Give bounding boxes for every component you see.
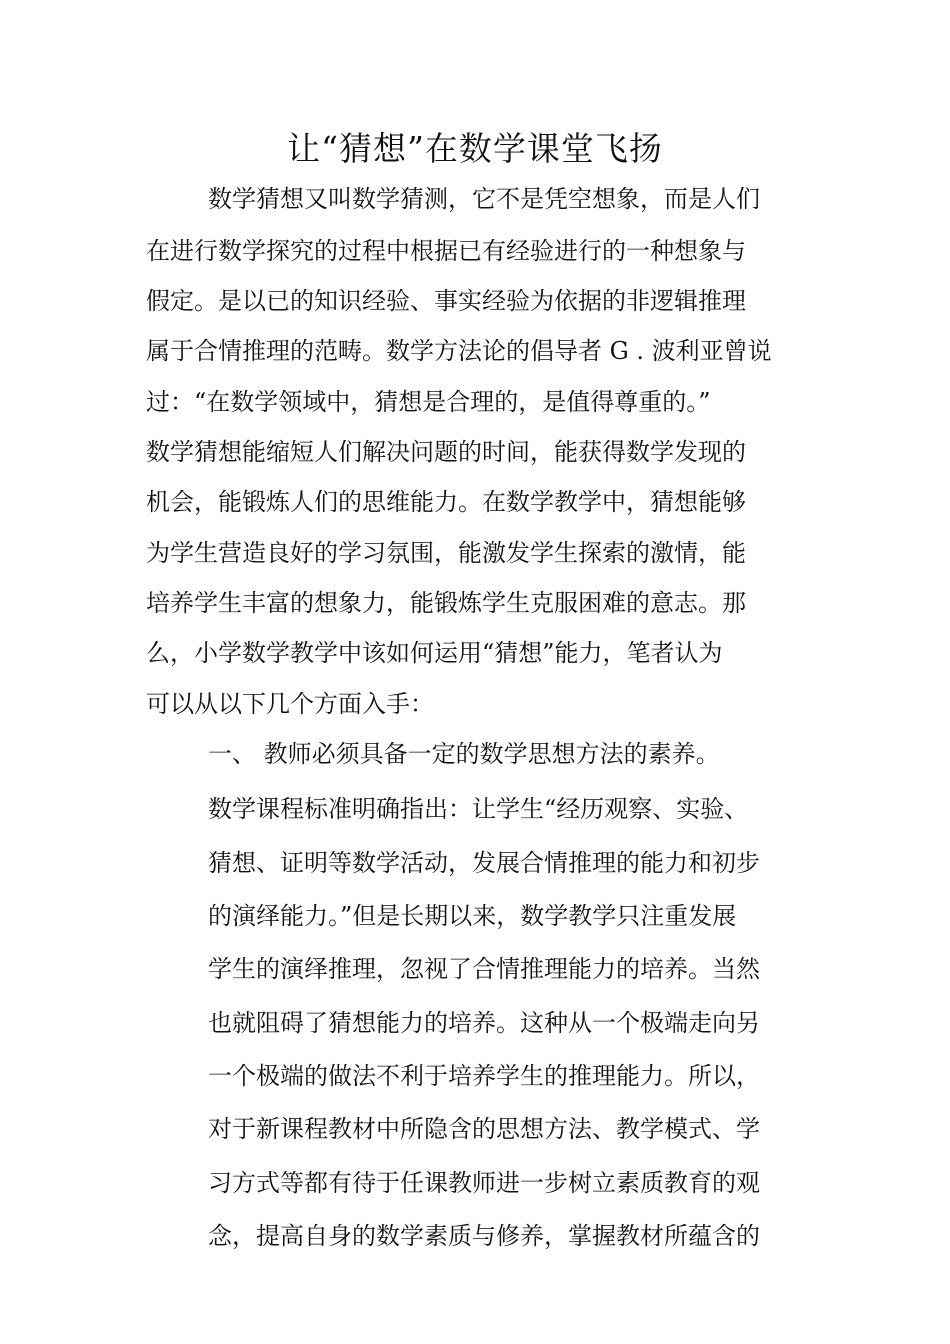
paragraph-line: 一个极端的做法不利于培养学生的推理能力。所以， (208, 1062, 760, 1090)
paragraph-line: 么，小学数学教学中该如何运用“猜想”能力，笔者认为 (146, 639, 723, 667)
paragraph-line: 假定。是以已的知识经验、事实经验为依据的非逻辑推理 (146, 287, 746, 315)
paragraph-line: 猜想、证明等数学活动，发展合情推理的能力和初步 (208, 849, 760, 877)
paragraph-line: 为学生营造良好的学习氛围，能激发学生探索的激情，能 (146, 539, 746, 567)
paragraph-line: 属于合情推理的范畴。数学方法论的倡导者 G . 波利亚曾说 (146, 337, 772, 365)
paragraph-line: 也就阻碍了猜想能力的培养。这种从一个极端走向另 (208, 1009, 760, 1037)
section-heading: 一、 教师必须具备一定的数学思想方法的素养。 (208, 740, 720, 768)
paragraph-line: 在进行数学探究的过程中根据已有经验进行的一种想象与 (146, 237, 746, 265)
paragraph-line: 数学课程标准明确指出：让学生“经历观察、实验、 (208, 795, 749, 823)
paragraph-line: 机会，能锻炼人们的思维能力。在数学教学中，猜想能够 (146, 488, 746, 516)
paragraph-line: 的演绎能力。”但是长期以来，数学教学只注重发展 (208, 902, 737, 930)
paragraph-line: 对于新课程教材中所隐含的思想方法、教学模式、学 (208, 1115, 760, 1143)
paragraph-line: 数学猜想又叫数学猜测，它不是凭空想象，而是人们 (208, 185, 760, 213)
paragraph-line: 念，提高自身的数学素质与修养，掌握教材所蕴含的 (208, 1222, 760, 1250)
paragraph-line: 过：“在数学领域中，猜想是合理的，是值得尊重的。” (146, 388, 711, 416)
paragraph-line: 培养学生丰富的想象力，能锻炼学生克服困难的意志。那 (146, 589, 746, 617)
paragraph-line: 学生的演绎推理，忽视了合情推理能力的培养。当然 (208, 955, 760, 983)
document-title: 让“猜想”在数学课堂飞扬 (287, 129, 663, 168)
paragraph-line: 数学猜想能缩短人们解决问题的时间，能获得数学发现的 (146, 438, 746, 466)
paragraph-line: 可以从以下几个方面入手： (146, 690, 434, 718)
paragraph-line: 习方式等都有待于任课教师进一步树立素质教育的观 (208, 1169, 760, 1197)
